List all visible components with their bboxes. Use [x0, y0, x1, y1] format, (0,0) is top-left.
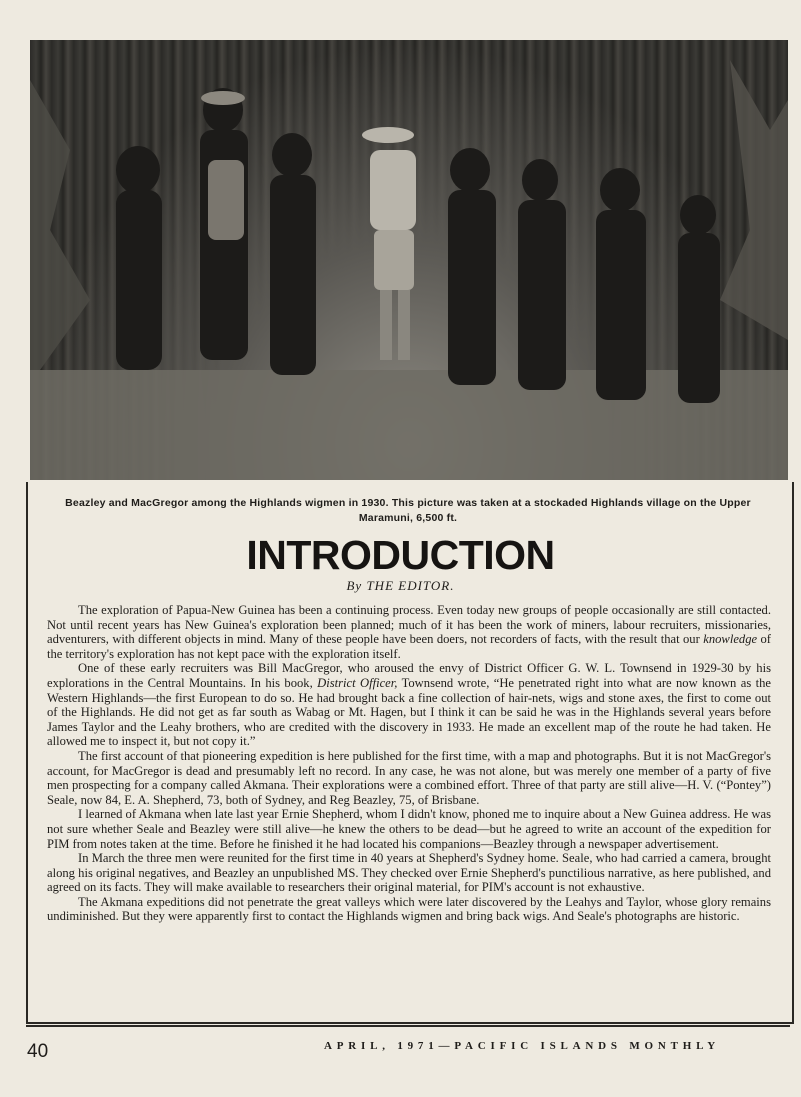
- paragraph-1-italic: knowledge: [703, 632, 758, 647]
- paragraph-1-text-a: The exploration of Papua-New Guinea has been a continuing process. Even today new groups of people occasionally are still contacted. Not until recent years has New Guinea's exploration been planned; much of it has been the work of miners, labour recruiters, missionaries, adventurers, with different objects in mind. Many of these people have been doers, not recorders of facts, with the result that our: [47, 603, 771, 647]
- paragraph-2: [47, 661, 771, 749]
- paragraph-3: The first account of that pioneering expedition is here published for the first time, with a map and photographs. But it is not MacGregor's account, for MacGregor is dead and presumably left no record. In any case, he was not alone, but was merely one member of a party of five men prospecting for a company called Akmana. Their explorations were a combined effort. Three of that party are still alive—H. V. (“Pontey”) Seale, now 84, E. A. Shepherd, 73, both of Sydney, and Reg Beazley, 75, of Brisbane.: [47, 748, 771, 807]
- paragraph-6: The Akmana expeditions did not penetrate the great valleys which were later discovered by the Leahys and Taylor, whose glory remains undiminished. But they were apparently first to contact the Highlands wigmen and bring back wigs. And Seale's photographs are historic.: [47, 894, 771, 924]
- paragraph-2-italic: District Officer,: [317, 675, 398, 690]
- article-title: INTRODUCTION: [246, 532, 555, 578]
- paragraph-5: In March the three men were reunited for the first time in 40 years at Shepherd's Sydney home. Seale, who had carried a camera, brought along his original negatives, and Beazley an unpublished MS. They checked over Ernie Shepherd's punctilious narrative, as here published, and agreed on its facts. They will make available to researchers their original material, for PIM's account is not exhaustive.: [47, 851, 771, 895]
- paragraph-4: I learned of Akmana when late last year Ernie Shepherd, whom I didn't know, phoned me to inquire about a New Guinea address. He was not sure whether Seale and Beazley were still alive—he knew the others to be dead—but he agreed to write an account of the expedition for PIM from notes taken at the time. Before he finished it he had located his companions—Beazley through a newspaper advertisement.: [47, 807, 771, 851]
- footer-rule: [26, 1025, 790, 1027]
- page-number: 40: [27, 1041, 49, 1062]
- byline: By THE EDITOR.: [346, 578, 455, 593]
- article-body: [47, 603, 771, 924]
- running-footer: APRIL, 1971—PACIFIC ISLANDS MONTHLY: [324, 1040, 720, 1052]
- photo-caption: Beazley and MacGregor among the Highlands wigmen in 1930. This picture was taken at a stockaded Highlands village on the Upper Maramuni, 6,500 ft.: [65, 497, 751, 524]
- photo-figures-illustration: [30, 40, 788, 480]
- paragraph-2-text-b: Townsend wrote, “He penetrated right into what are now known as the Western Highlands—the first European to do so. He had brought back a fine collection of hair-nets, wigs and stone axes, the first to come out of the Highlands. He did not get as far south as Wabag or Mt. Hagen, but I think it can be said he was in the Highlands several years before James Taylor and the Leahy brothers, who are credited with the discovery in 1933. He made an excellent map of the route he had taken. He allowed me to inspect it, but not copy it.”: [47, 675, 771, 749]
- paragraph-1-text-b: of the territory's exploration has not kept pace with the exploration itself.: [47, 632, 772, 661]
- wigmen-photograph: [30, 40, 788, 480]
- paragraph-2-text-a: One of these early recruiters was Bill MacGregor, who aroused the envy of District Officer G. W. L. Townsend in 1929-30 by his explorations in the Central Mountains. In his book,: [47, 661, 771, 690]
- paragraph-1: [47, 603, 771, 661]
